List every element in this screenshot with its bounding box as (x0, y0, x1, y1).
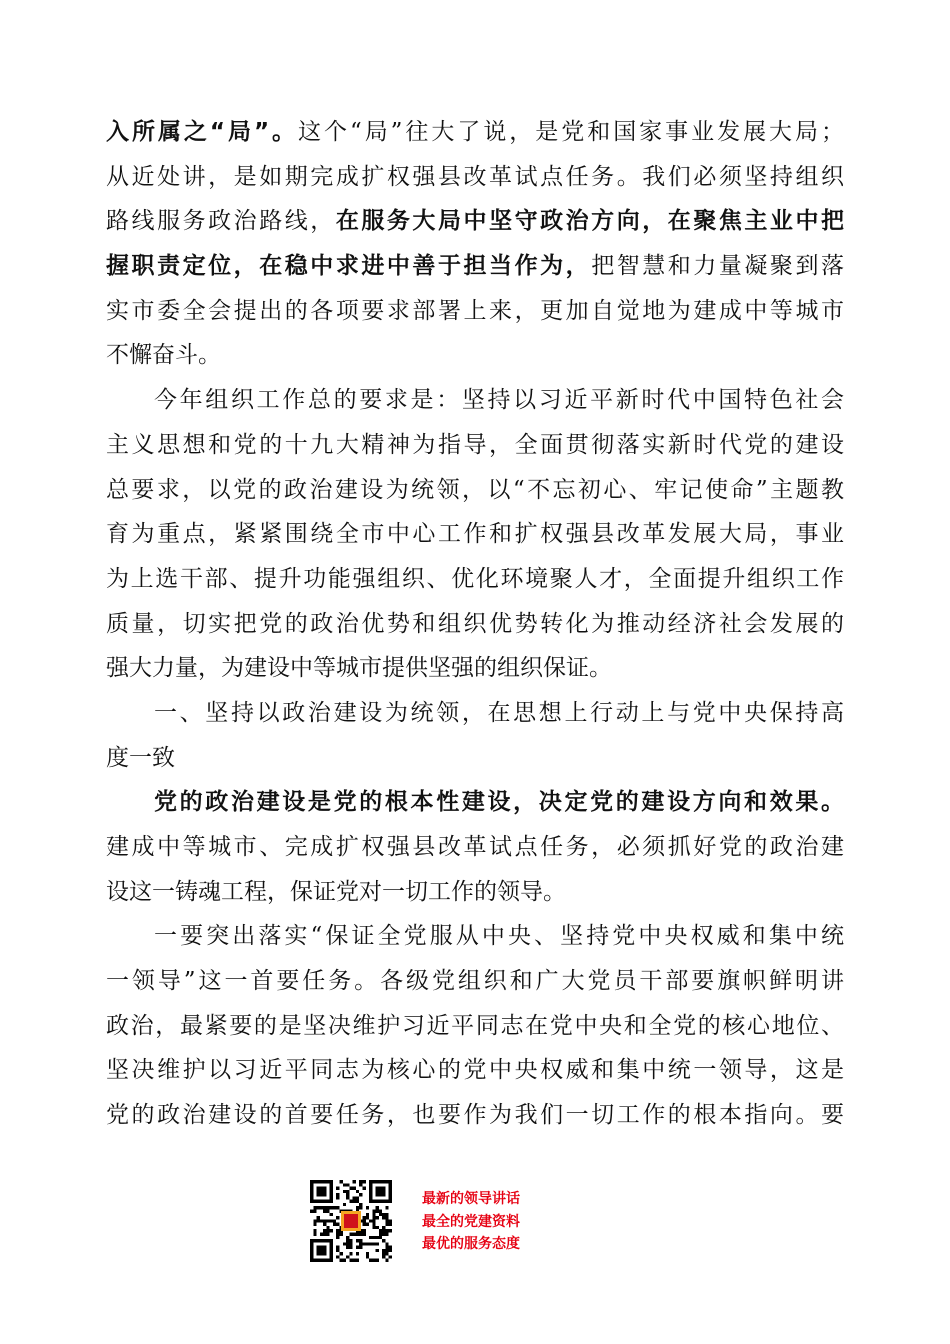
paragraph (106, 780, 844, 914)
qr-code-icon (310, 1180, 392, 1262)
text: 坚决维护以习近平同志为核心的党中央权威和集中统一领导，这是 (106, 1057, 844, 1084)
text-line (106, 244, 844, 289)
promo-text (422, 1188, 520, 1256)
text-line (106, 378, 844, 423)
text: 从近处讲，是如期完成扩权强县改革试点任务。我们必须坚持组织 (106, 163, 844, 190)
bold-text: 入所属之“局”。 (106, 119, 299, 145)
text: 这个“局”往大了说，是党和国家事业发展大局； (298, 119, 844, 145)
text-line (106, 646, 844, 691)
text: 把智慧和力量凝聚到落 (591, 253, 845, 280)
text: 强大力量，为建设中等城市提供坚强的组织保证。 (106, 655, 612, 682)
promo-line: 最全的党建资料 (422, 1213, 520, 1230)
text: 为上选干部、提升功能强组织、优化环境聚人才，全面提升组织工作 (106, 565, 844, 592)
text-line (106, 423, 844, 468)
text-line (106, 333, 844, 378)
text-line (106, 825, 844, 870)
text-line (106, 736, 844, 781)
text-line (106, 557, 844, 602)
text: 质量，切实把党的政治优势和组织优势转化为推动经济社会发展的 (106, 610, 844, 637)
text-line (106, 512, 844, 557)
text: 建成中等城市、完成扩权强县改革试点任务，必须抓好党的政治建 (106, 834, 844, 860)
text: 路线服务政治路线， (106, 208, 336, 235)
text: 一要突出落实“保证全党服从中央、坚持党中央权威和集中统 (154, 923, 844, 950)
text-line (106, 468, 844, 513)
text: 党的政治建设的首要任务，也要作为我们一切工作的根本指向。要 (106, 1102, 844, 1129)
text: 主义思想和党的十九大精神为指导，全面贯彻落实新时代党的建设 (106, 431, 844, 458)
text-line (106, 1093, 844, 1138)
text-line (106, 1048, 844, 1093)
text: 一领导”这一首要任务。各级党组织和广大党员干部要旗帜鲜明讲 (106, 968, 844, 995)
text: 一、坚持以政治建设为统领，在思想上行动上与党中央保持高 (154, 699, 844, 726)
text-line (106, 289, 844, 334)
text: 今年组织工作总的要求是：坚持以习近平新时代中国特色社会 (154, 387, 844, 414)
text-line (106, 870, 844, 915)
text: 育为重点，紧紧围绕全市中心工作和扩权强县改革发展大局，事业 (106, 521, 844, 548)
paragraph (106, 914, 844, 1137)
paragraph (106, 110, 844, 378)
document-body (106, 110, 844, 1138)
bold-text: 握职责定位，在稳中求进中善于担当作为， (106, 253, 592, 280)
text-line (106, 914, 844, 959)
bold-text: 在服务大局中坚守政治方向，在聚焦主业中把 (335, 208, 845, 235)
text: 设这一铸魂工程，保证党对一切工作的领导。 (106, 878, 566, 905)
text: 不懈奋斗。 (106, 342, 221, 369)
text: 实市委全会提出的各项要求部署上来，更加自觉地为建成中等城市 (106, 297, 844, 324)
promo-line: 最优的服务态度 (422, 1236, 520, 1252)
paragraph (106, 378, 844, 691)
paragraph (106, 691, 844, 780)
text-line (106, 780, 844, 825)
promo-line: 最新的领导讲话 (422, 1191, 520, 1207)
text-line (106, 959, 844, 1004)
bold-text: 党的政治建设是党的根本性建设，决定党的建设方向和效果。 (154, 789, 844, 816)
text-line (106, 110, 844, 155)
text-line (106, 602, 844, 647)
footer-promo (310, 1180, 550, 1262)
text-line (106, 155, 844, 200)
text-line (106, 1004, 844, 1049)
text: 总要求，以党的政治建设为统领，以“不忘初心、牢记使命”主题教 (106, 476, 844, 503)
text-line (106, 691, 844, 736)
text: 度一致 (106, 744, 175, 771)
text: 政治，最紧要的是坚决维护习近平同志在党中央和全党的核心地位、 (106, 1012, 844, 1039)
text-line (106, 199, 844, 244)
